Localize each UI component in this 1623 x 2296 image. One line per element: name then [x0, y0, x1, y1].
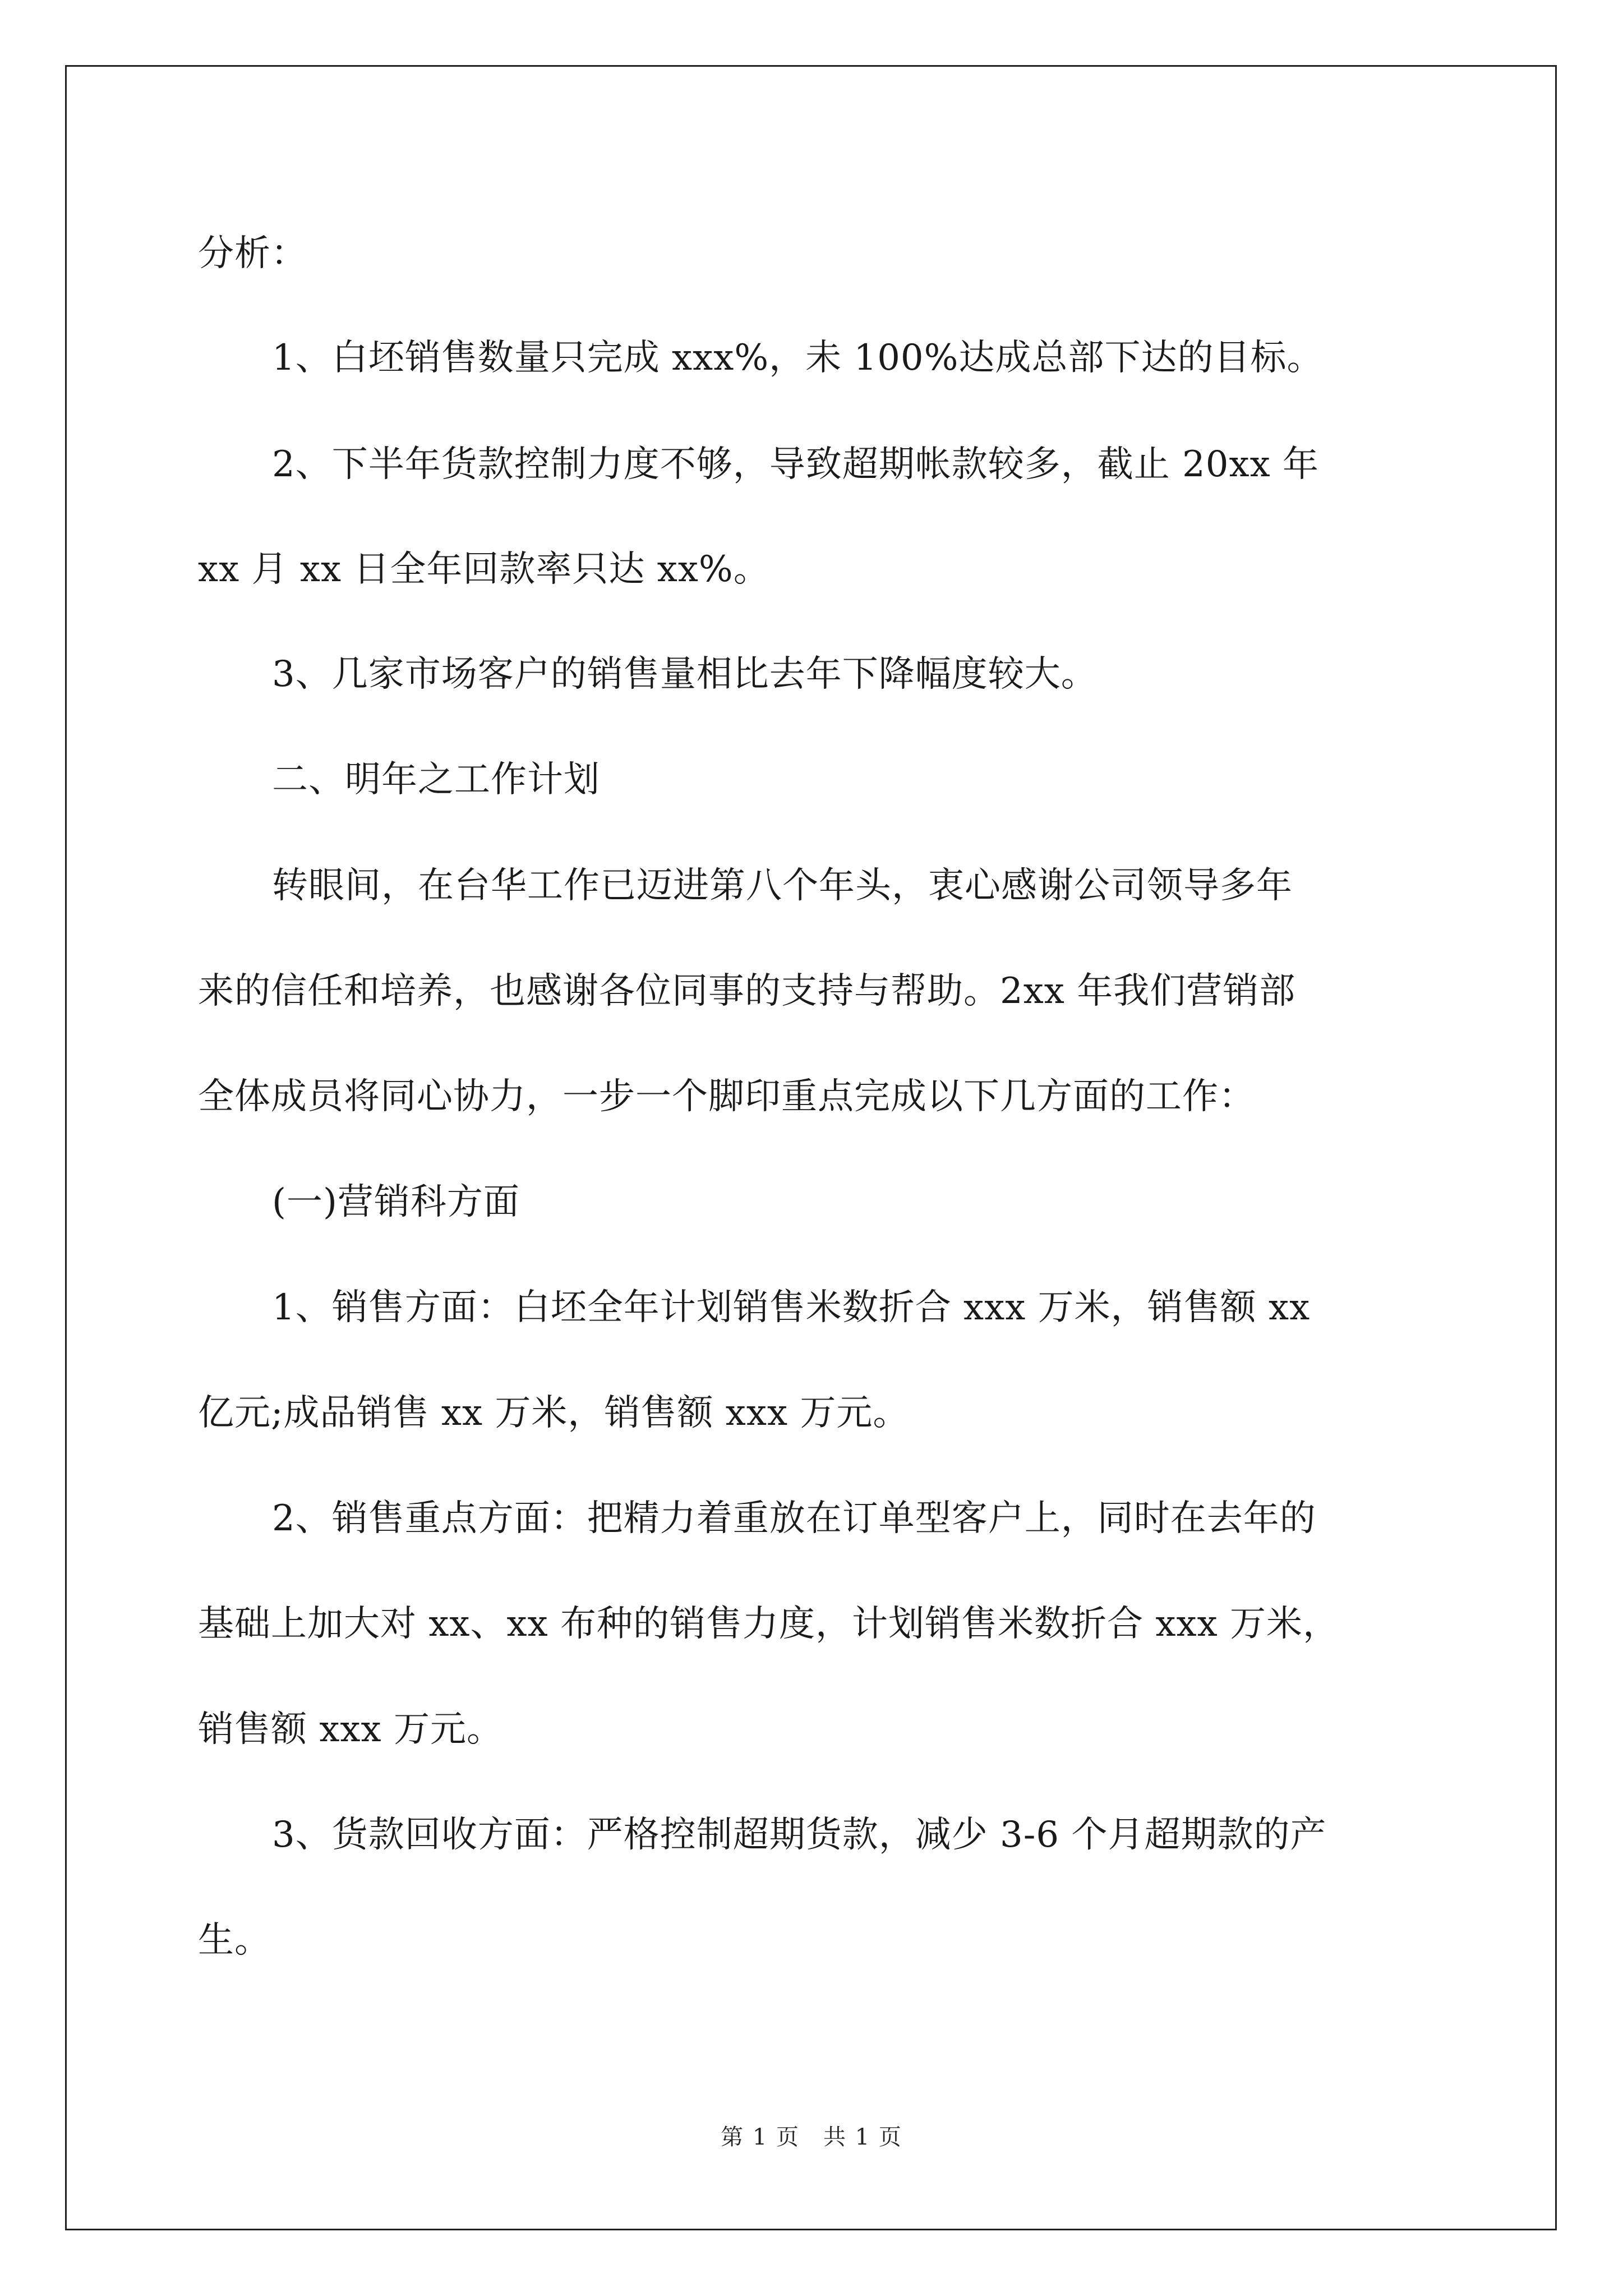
- text-line: 分析：: [198, 233, 307, 274]
- text-line: 1、销售方面：白坯全年计划销售米数折合 xxx 万米，销售额 xx: [272, 1287, 1311, 1328]
- text-line: 生。: [198, 1920, 271, 1961]
- section-heading: 二、明年之工作计划: [272, 759, 600, 800]
- text-line: 2、下半年货款控制力度不够，导致超期帐款较多，截止 20xx 年: [272, 444, 1320, 485]
- text-line: 3、货款回收方面：严格控制超期货款，减少 3-6 个月超期款的产: [272, 1814, 1327, 1856]
- text-line: xx 月 xx 日全年回款率只达 xx%。: [198, 549, 770, 590]
- text-line: 销售额 xxx 万元。: [198, 1709, 503, 1750]
- text-line: 1、白坯销售数量只完成 xxx%，未 100%达成总部下达的目标。: [272, 337, 1324, 379]
- text-line: 全体成员将同心协力，一步一个脚印重点完成以下几方面的工作：: [198, 1076, 1255, 1117]
- text-line: 来的信任和培养，也感谢各位同事的支持与帮助。2xx 年我们营销部: [198, 970, 1296, 1012]
- page-border: [65, 65, 1557, 2230]
- text-line: 转眼间，在台华工作已迈进第八个年头，衷心感谢公司领导多年: [272, 865, 1293, 907]
- text-line: 亿元;成品销售 xx 万米，销售额 xxx 万元。: [198, 1392, 910, 1434]
- text-line: 2、销售重点方面：把精力着重放在订单型客户上，同时在去年的: [272, 1498, 1316, 1539]
- text-line: 基础上加大对 xx、xx 布种的销售力度，计划销售米数折合 xxx 万米，: [198, 1603, 1340, 1645]
- page-indicator: 第 1 页 共 1 页: [721, 2124, 902, 2150]
- subsection-heading: (一)营销科方面: [272, 1181, 520, 1223]
- text-line: 3、几家市场客户的销售量相比去年下降幅度较大。: [272, 654, 1098, 695]
